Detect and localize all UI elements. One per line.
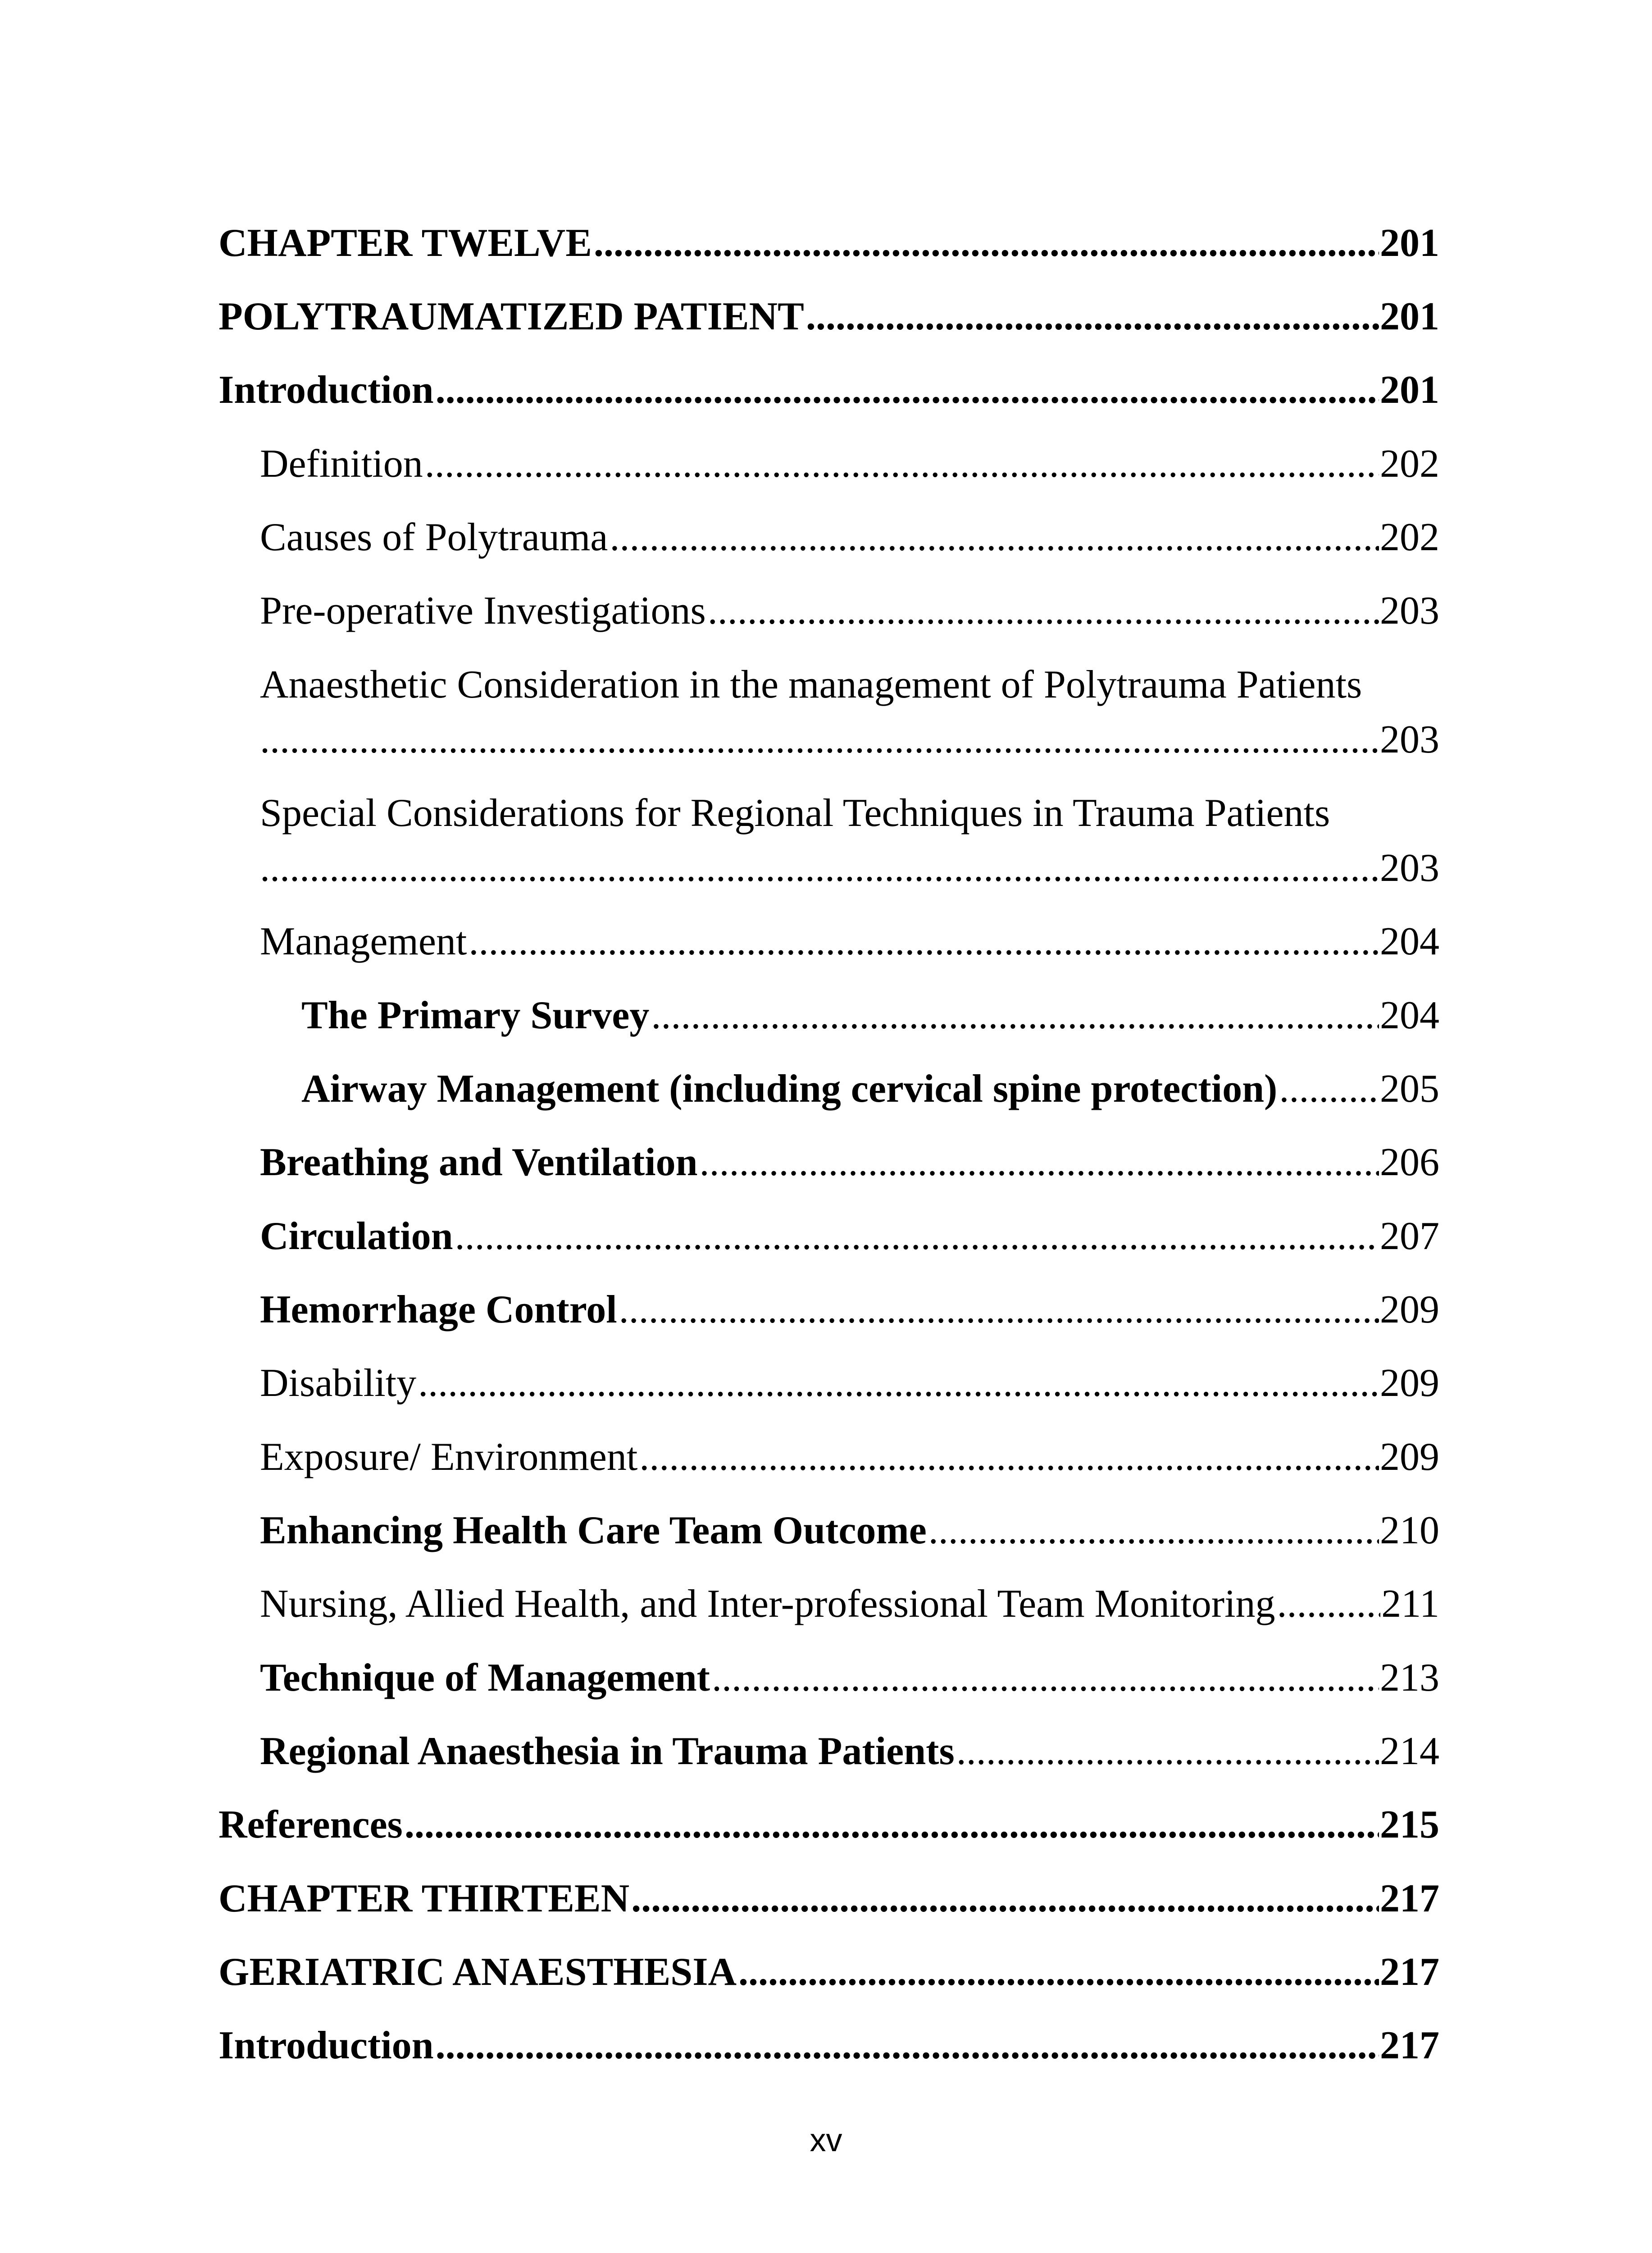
- toc-entry-chapter-twelve: [218, 216, 1439, 270]
- toc-entry-page: 204: [1380, 920, 1439, 963]
- toc-entry-chapter-thirteen: [218, 1872, 1439, 1926]
- toc-entry-page: 217: [1380, 1877, 1439, 1920]
- toc-entry-page: 209: [1380, 1288, 1439, 1332]
- toc-entry-title: Breathing and Ventilation: [260, 1140, 698, 1184]
- toc-entry-page: 201: [1380, 221, 1439, 265]
- toc-entry-hemorrhage-control: [260, 1283, 1439, 1337]
- toc-entry-title: Pre-operative Investigations: [260, 589, 706, 633]
- toc-entry-title: Enhancing Health Care Team Outcome: [260, 1509, 927, 1552]
- toc-entry-title: Technique of Management: [260, 1656, 710, 1700]
- toc-entry-page: 210: [1380, 1509, 1439, 1552]
- toc-entry-title: Management: [260, 920, 467, 963]
- toc-entry-technique-of-management: [260, 1651, 1439, 1705]
- dot-leader: [455, 1209, 1379, 1263]
- toc-entry-page: 203: [1380, 589, 1439, 633]
- dot-leader: [738, 1945, 1379, 1999]
- toc-entry-title: Causes of Polytrauma: [260, 515, 608, 559]
- toc-entry-special-considerations: [260, 841, 1439, 895]
- toc-entry-title: Circulation: [260, 1214, 453, 1258]
- toc-entry-anaesthetic-consideration: [260, 713, 1439, 767]
- dot-leader: [712, 1651, 1379, 1705]
- dot-leader: [260, 841, 1379, 895]
- toc-entry-circulation: [260, 1209, 1439, 1263]
- toc-entry-nursing-allied-health: [260, 1577, 1439, 1631]
- toc-entry-title: References: [218, 1803, 403, 1847]
- toc-entry-page: 201: [1380, 368, 1439, 412]
- dot-leader: [639, 1430, 1379, 1484]
- toc-entry-title: GERIATRIC ANAESTHESIA: [218, 1950, 737, 1994]
- toc-entry-page: 215: [1380, 1803, 1439, 1847]
- dot-leader: [619, 1283, 1379, 1337]
- toc-entry-page: 205: [1380, 1067, 1439, 1111]
- toc-entry-page: 207: [1380, 1214, 1439, 1258]
- dot-leader: [436, 363, 1379, 417]
- toc-entry-breathing-and-ventilation: [260, 1136, 1439, 1190]
- toc-entry-title: Definition: [260, 442, 423, 486]
- toc-entry-title: POLYTRAUMATIZED PATIENT: [218, 295, 804, 338]
- toc-entry-page: 204: [1380, 994, 1439, 1037]
- dot-leader: [610, 511, 1379, 565]
- toc-entry-title: Anaesthetic Consideration in the management of Polytrauma Patients: [260, 663, 1362, 707]
- toc-entry-page: 213: [1380, 1656, 1439, 1700]
- toc-entry-page: 209: [1380, 1435, 1439, 1479]
- dot-leader: [469, 915, 1379, 969]
- dot-leader: [708, 584, 1379, 638]
- toc-entry-title: CHAPTER TWELVE: [218, 221, 592, 265]
- toc-entry-preoperative-investigations: [260, 584, 1439, 638]
- toc-entry-page: 202: [1380, 442, 1439, 486]
- toc-entry-page: 206: [1380, 1140, 1439, 1184]
- dot-leader: [651, 989, 1379, 1043]
- page-number: xv: [810, 2122, 842, 2158]
- toc-entry-page: 209: [1380, 1361, 1439, 1405]
- toc-entry-causes-of-polytrauma: [260, 511, 1439, 565]
- toc-entry-page: 203: [1380, 718, 1439, 762]
- toc-entry-page: 217: [1380, 2024, 1439, 2067]
- toc-entry-title: Exposure/ Environment: [260, 1435, 638, 1479]
- dot-leader: [425, 437, 1379, 491]
- toc-entry-enhancing-health-care-team-outcome: [260, 1504, 1439, 1558]
- toc-entry-management: [260, 915, 1439, 969]
- toc-entry-regional-anaesthesia: [260, 1724, 1439, 1779]
- toc-entry-title: Airway Management (including cervical spine protection): [301, 1067, 1278, 1111]
- toc-entry-title: Introduction: [218, 2024, 434, 2067]
- toc-entry-polytraumatized-patient: [218, 290, 1439, 344]
- dot-leader: [405, 1798, 1379, 1852]
- toc-entry-title: Introduction: [218, 368, 434, 412]
- dot-leader: [928, 1504, 1379, 1558]
- toc-entry-title: Hemorrhage Control: [260, 1288, 617, 1332]
- dot-leader: [418, 1356, 1379, 1410]
- dot-leader: [956, 1724, 1379, 1779]
- dot-leader: [594, 216, 1379, 270]
- toc-entry-page: 203: [1380, 846, 1439, 890]
- dot-leader: [631, 1872, 1379, 1926]
- toc-entry-geriatric-anaesthesia: [218, 1945, 1439, 1999]
- toc-entry-airway-management: [301, 1062, 1439, 1116]
- dot-leader: [1277, 1577, 1381, 1631]
- toc-entry-disability: [260, 1356, 1439, 1410]
- dot-leader: [806, 290, 1379, 344]
- toc-entry-title: Special Considerations for Regional Techniques in Trauma Patients: [260, 791, 1330, 835]
- toc-entry-definition: [260, 437, 1439, 491]
- dot-leader: [436, 2019, 1379, 2073]
- toc-entry-introduction: [218, 363, 1439, 417]
- dot-leader: [700, 1136, 1379, 1190]
- dot-leader: [1279, 1062, 1379, 1116]
- toc-entry-title: CHAPTER THIRTEEN: [218, 1877, 630, 1920]
- toc-entry-title: The Primary Survey: [301, 994, 650, 1037]
- toc-entry-exposure-environment: [260, 1430, 1439, 1484]
- toc-entry-page: 211: [1381, 1582, 1439, 1626]
- toc-entry-page: 201: [1380, 295, 1439, 338]
- toc-entry-introduction-geriatric: [218, 2019, 1439, 2073]
- toc-entry-page: 214: [1380, 1729, 1439, 1773]
- toc-entry-references: [218, 1798, 1439, 1852]
- toc-entry-title: Nursing, Allied Health, and Inter-professional Team Monitoring: [260, 1582, 1275, 1626]
- toc-entry-page: 217: [1380, 1950, 1439, 1994]
- toc-entry-page: 202: [1380, 515, 1439, 559]
- toc-entry-title: Regional Anaesthesia in Trauma Patients: [260, 1729, 955, 1773]
- dot-leader: [260, 713, 1379, 767]
- toc-entry-primary-survey: [301, 989, 1439, 1043]
- toc-entry-title: Disability: [260, 1361, 417, 1405]
